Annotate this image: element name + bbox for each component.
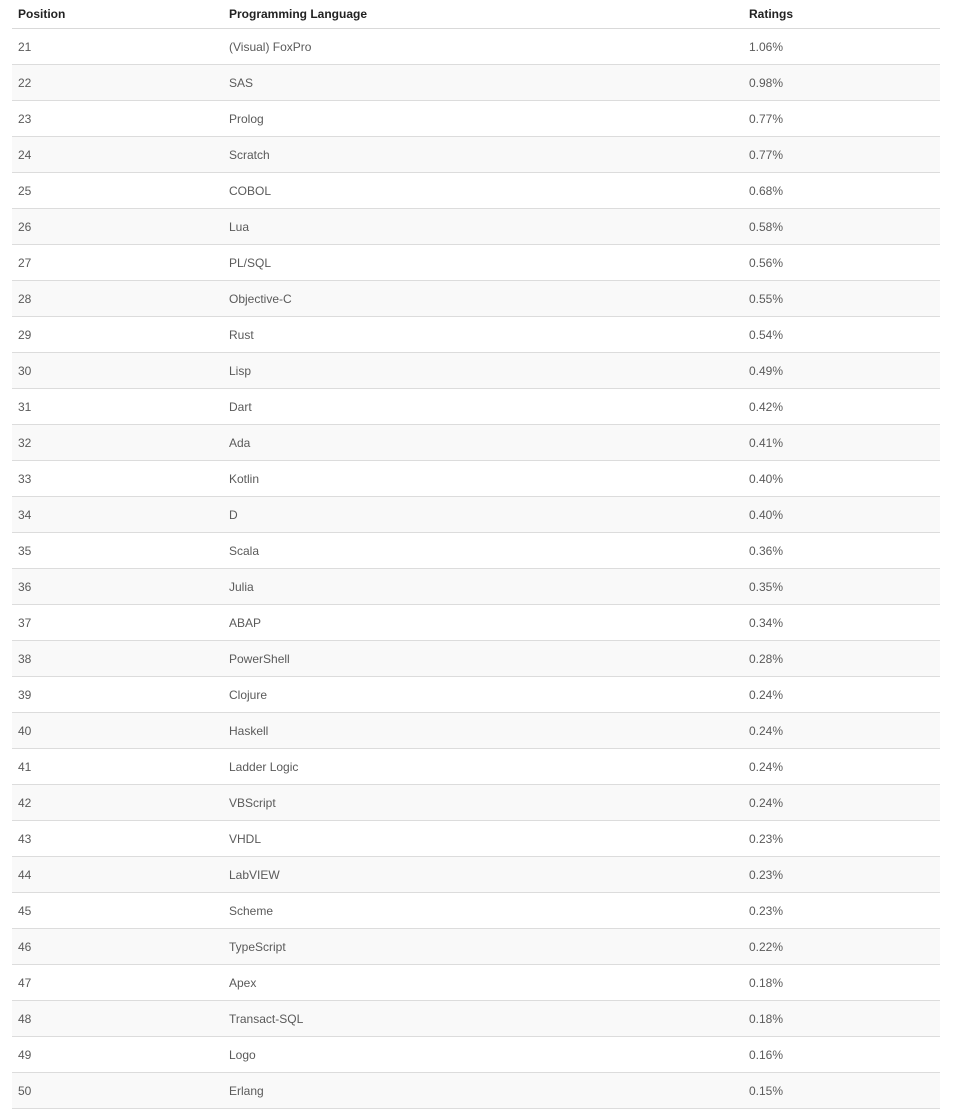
table-row [12, 533, 940, 569]
row-language: Prolog [229, 111, 264, 126]
row-position: 24 [18, 147, 32, 162]
row-language: (Visual) FoxPro [229, 39, 312, 54]
row-position: 33 [18, 471, 32, 486]
row-language: PL/SQL [229, 255, 272, 270]
table-row [12, 29, 940, 65]
row-rating: 0.24% [749, 795, 784, 810]
table-row [12, 785, 940, 821]
table-row [12, 677, 940, 713]
table-row [12, 893, 940, 929]
table-row [12, 281, 940, 317]
table-row [12, 1001, 940, 1037]
row-language: Haskell [229, 723, 269, 738]
row-rating: 0.16% [749, 1047, 784, 1062]
table-row [12, 101, 940, 137]
row-position: 41 [18, 759, 32, 774]
row-language: Scheme [229, 903, 274, 918]
row-position: 40 [18, 723, 32, 738]
row-rating: 0.34% [749, 615, 784, 630]
table-row [12, 137, 940, 173]
row-language: Ada [229, 435, 251, 450]
row-rating: 0.23% [749, 867, 784, 882]
table-row [12, 1073, 940, 1109]
row-rating: 0.55% [749, 291, 784, 306]
row-language: Lua [229, 219, 250, 234]
row-rating: 0.56% [749, 255, 784, 270]
row-rating: 0.40% [749, 471, 784, 486]
row-position: 39 [18, 687, 32, 702]
table-row [12, 317, 940, 353]
table-row [12, 821, 940, 857]
table-row [12, 389, 940, 425]
row-language: VHDL [229, 831, 262, 846]
row-position: 28 [18, 291, 32, 306]
row-language: LabVIEW [229, 867, 280, 882]
table-row [12, 1037, 940, 1073]
table-row [12, 173, 940, 209]
row-rating: 0.24% [749, 687, 784, 702]
table-row [12, 497, 940, 533]
row-rating: 0.68% [749, 183, 784, 198]
row-rating: 0.18% [749, 1011, 784, 1026]
row-rating: 0.22% [749, 939, 784, 954]
row-language: SAS [229, 75, 254, 90]
table-row [12, 425, 940, 461]
row-position: 43 [18, 831, 32, 846]
row-rating: 0.77% [749, 111, 784, 126]
row-position: 32 [18, 435, 32, 450]
row-rating: 0.98% [749, 75, 784, 90]
header-language: Programming Language [229, 7, 368, 21]
row-position: 46 [18, 939, 32, 954]
row-position: 26 [18, 219, 32, 234]
row-language: Lisp [229, 363, 252, 378]
table-row [12, 245, 940, 281]
row-language: Logo [229, 1047, 256, 1062]
row-position: 45 [18, 903, 32, 918]
row-rating: 0.15% [749, 1083, 784, 1098]
row-position: 49 [18, 1047, 32, 1062]
row-rating: 0.28% [749, 651, 784, 666]
row-language: ABAP [229, 615, 262, 630]
row-rating: 1.06% [749, 39, 784, 54]
header-ratings: Ratings [749, 7, 794, 21]
row-position: 35 [18, 543, 32, 558]
table-row [12, 209, 940, 245]
table-row [12, 749, 940, 785]
row-rating: 0.24% [749, 723, 784, 738]
row-rating: 0.35% [749, 579, 784, 594]
row-rating: 0.58% [749, 219, 784, 234]
table-row [12, 461, 940, 497]
row-language: COBOL [229, 183, 272, 198]
row-position: 22 [18, 75, 32, 90]
row-language: Dart [229, 399, 252, 414]
row-language: PowerShell [229, 651, 290, 666]
row-position: 21 [18, 39, 32, 54]
table-row [12, 569, 940, 605]
row-language: Scala [229, 543, 260, 558]
row-position: 34 [18, 507, 32, 522]
row-position: 47 [18, 975, 32, 990]
row-position: 29 [18, 327, 32, 342]
row-position: 38 [18, 651, 32, 666]
row-language: Apex [229, 975, 257, 990]
table-row [12, 965, 940, 1001]
row-position: 48 [18, 1011, 32, 1026]
row-language: Objective-C [229, 291, 292, 306]
row-language: D [229, 507, 238, 522]
row-language: Erlang [229, 1083, 264, 1098]
table-row [12, 713, 940, 749]
row-position: 50 [18, 1083, 32, 1098]
row-rating: 0.23% [749, 831, 784, 846]
row-rating: 0.36% [749, 543, 784, 558]
row-language: Transact-SQL [229, 1011, 304, 1026]
row-language: TypeScript [229, 939, 286, 954]
row-position: 25 [18, 183, 32, 198]
table-row [12, 353, 940, 389]
row-rating: 0.77% [749, 147, 784, 162]
row-position: 30 [18, 363, 32, 378]
row-rating: 0.41% [749, 435, 784, 450]
row-position: 31 [18, 399, 32, 414]
row-position: 44 [18, 867, 32, 882]
row-rating: 0.42% [749, 399, 784, 414]
row-language: Clojure [229, 687, 268, 702]
table-header [12, 0, 940, 29]
row-language: Julia [229, 579, 254, 594]
table-row [12, 65, 940, 101]
row-language: Ladder Logic [229, 759, 299, 774]
row-position: 36 [18, 579, 32, 594]
row-language: Scratch [229, 147, 270, 162]
row-rating: 0.18% [749, 975, 784, 990]
row-rating: 0.54% [749, 327, 784, 342]
row-rating: 0.40% [749, 507, 784, 522]
row-position: 27 [18, 255, 32, 270]
row-position: 37 [18, 615, 32, 630]
table-row [12, 605, 940, 641]
table-body [12, 29, 940, 1109]
table-row [12, 857, 940, 893]
table-row [12, 641, 940, 677]
row-rating: 0.24% [749, 759, 784, 774]
row-rating: 0.49% [749, 363, 784, 378]
header-position: Position [18, 7, 66, 21]
ranking-table [12, 0, 940, 1109]
row-language: VBScript [229, 795, 276, 810]
table-row [12, 929, 940, 965]
row-rating: 0.23% [749, 903, 784, 918]
row-language: Rust [229, 327, 254, 342]
row-position: 42 [18, 795, 32, 810]
row-position: 23 [18, 111, 32, 126]
row-language: Kotlin [229, 471, 260, 486]
